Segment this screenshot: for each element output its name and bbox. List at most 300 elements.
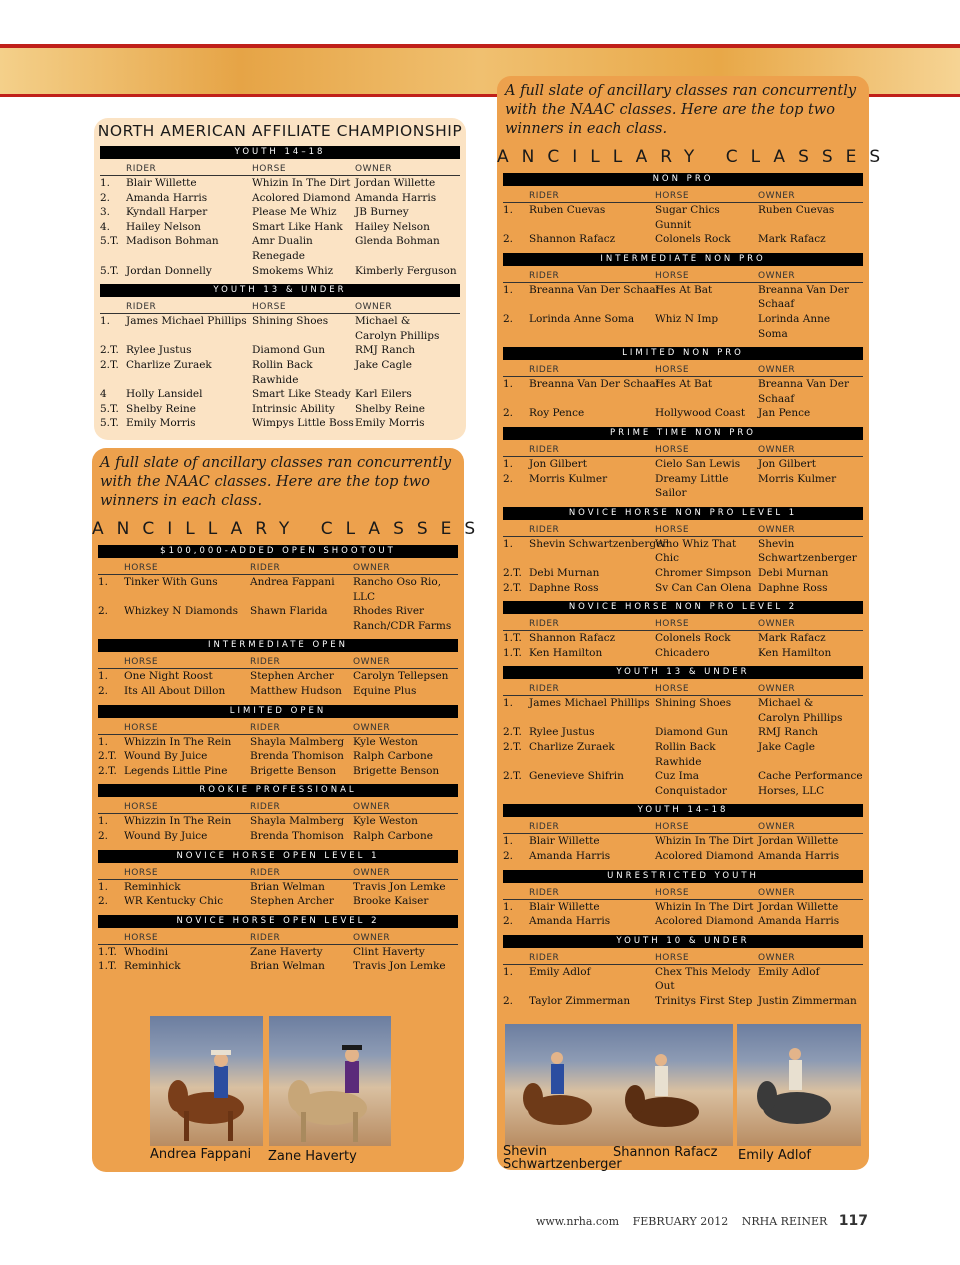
name-cell: Whizkey N Diamonds <box>124 605 239 618</box>
result-row <box>98 575 458 604</box>
name-cell: Shannon Rafacz <box>529 632 616 645</box>
column-header <box>503 191 529 202</box>
column-header <box>503 445 529 456</box>
result-row <box>100 343 460 358</box>
result-row <box>503 472 863 501</box>
column-header: OWNER <box>758 822 796 833</box>
section-label: YOUTH 13 & UNDER <box>503 666 863 679</box>
column-header: OWNER <box>758 270 796 281</box>
column-header: RIDER <box>250 657 281 668</box>
column-header: OWNER <box>758 191 796 201</box>
placing: 2. <box>98 895 109 908</box>
name-cell: Shining Shoes <box>252 315 329 328</box>
placing: 2. <box>503 233 514 246</box>
column-header: OWNER <box>353 867 391 878</box>
placing: 1. <box>503 697 514 710</box>
column-header <box>503 365 529 376</box>
name-cell: Colonels Rock <box>655 233 731 246</box>
result-row <box>503 566 863 581</box>
ancillary-right-results <box>497 173 869 1009</box>
column-headers <box>98 652 458 669</box>
name-cell: Dreamy Little Sailor <box>655 472 729 500</box>
section-label: UNRESTRICTED YOUTH <box>503 870 863 883</box>
section-label: NOVICE HORSE OPEN LEVEL 2 <box>98 915 458 928</box>
name-cell: Zane Haverty <box>250 945 323 958</box>
name-cell: Brian Welman <box>250 880 325 893</box>
name-cell: Brenda Thomison <box>250 750 344 763</box>
results-section <box>503 427 863 501</box>
owner-cell: Jake Cagle <box>355 358 412 371</box>
column-header: OWNER <box>758 887 796 898</box>
name-cell: Jordan Donnelly <box>126 264 212 277</box>
column-headers <box>503 679 863 696</box>
column-header: RIDER <box>529 524 560 535</box>
result-row <box>503 312 863 341</box>
column-header: RIDER <box>529 365 560 376</box>
result-row <box>98 829 458 844</box>
name-cell: Smart Like Hank <box>252 220 343 233</box>
owner-cell: Michael & Carolyn Phillips <box>758 697 843 724</box>
column-header: RIDER <box>529 619 560 630</box>
column-headers <box>503 817 863 834</box>
placing: 2. <box>503 995 514 1007</box>
name-cell: Shawn Flarida <box>250 605 328 618</box>
column-headers <box>503 360 863 377</box>
result-row <box>503 203 863 232</box>
placing: 1. <box>98 880 109 893</box>
owner-cell: Ruben Cuevas <box>758 204 835 216</box>
name-cell: Shelby Reine <box>126 402 196 415</box>
name-cell: Breanna Van Der Schaaf <box>529 283 660 296</box>
page-number: 117 <box>838 1213 868 1229</box>
name-cell: Who Whiz That Chic <box>655 537 737 565</box>
name-cell: Acolored Diamond <box>655 850 754 863</box>
placing: 1. <box>503 900 514 913</box>
result-row <box>503 834 863 849</box>
owner-cell: Rancho Oso Rio, LLC <box>353 576 442 603</box>
placing: 2.T. <box>100 358 119 371</box>
name-cell: Amanda Harris <box>529 850 611 863</box>
section-label: PRIME TIME NON PRO <box>503 427 863 440</box>
result-row <box>503 631 863 646</box>
owner-cell: Kimberly Ferguson <box>355 264 457 277</box>
owner-cell: Emily Morris <box>355 417 425 430</box>
name-cell: Cielo San Lewis <box>655 457 741 470</box>
column-header <box>503 684 529 695</box>
caption-emily-adlof: Emily Adlof <box>738 1148 811 1163</box>
caption-andrea-fappani: Andrea Fappani <box>150 1147 252 1162</box>
name-cell: Matthew Hudson <box>250 684 342 697</box>
horse-rider-icon <box>269 1016 391 1146</box>
column-header: HORSE <box>655 619 690 630</box>
placing: 2. <box>100 191 111 204</box>
placing: 3. <box>100 206 111 219</box>
page-footer <box>526 1213 868 1229</box>
placing: 1. <box>503 965 514 978</box>
results-section <box>503 601 863 660</box>
name-cell: Shining Shoes <box>655 697 732 710</box>
placing: 2.T. <box>503 726 522 739</box>
result-row <box>503 537 863 566</box>
column-headers <box>503 440 863 457</box>
placing: 2.T. <box>100 344 119 357</box>
result-row <box>503 740 863 769</box>
column-header: OWNER <box>758 619 796 630</box>
results-section <box>98 850 458 909</box>
column-header <box>503 619 529 630</box>
column-header: RIDER <box>529 952 560 963</box>
name-cell: Amanda Harris <box>126 191 208 204</box>
owner-cell: RMJ Ranch <box>758 726 819 739</box>
name-cell: Debi Murnan <box>529 566 600 579</box>
section-label: YOUTH 13 & UNDER <box>100 284 460 297</box>
column-header: OWNER <box>353 802 391 813</box>
column-header: HORSE <box>252 164 287 174</box>
owner-cell: Morris Kulmer <box>758 472 837 485</box>
footer-issue: FEBRUARY 2012 <box>632 1215 729 1228</box>
owner-cell: Emily Adlof <box>758 965 820 978</box>
name-cell: Wound By Juice <box>124 829 208 842</box>
section-label: INTERMEDIATE NON PRO <box>503 253 863 266</box>
result-row <box>98 959 458 974</box>
name-cell: Trinitys First Step <box>655 995 753 1007</box>
column-header <box>98 563 124 574</box>
column-header <box>98 933 124 944</box>
placing: 1. <box>503 204 514 216</box>
name-cell: Intrinsic Ability <box>252 402 335 415</box>
column-header: RIDER <box>529 270 560 281</box>
column-header <box>503 822 529 833</box>
column-header: OWNER <box>758 524 796 535</box>
column-headers <box>98 718 458 735</box>
name-cell: Brian Welman <box>250 960 325 973</box>
column-header: HORSE <box>655 365 690 376</box>
left-photo-strip <box>150 1016 391 1146</box>
caption-shannon-rafacz: Shannon Rafacz <box>613 1145 718 1160</box>
results-section <box>503 173 863 247</box>
name-cell: Whodini <box>124 945 169 958</box>
column-header: HORSE <box>124 867 159 878</box>
ancillary-left-results <box>92 545 464 974</box>
placing: 5.T. <box>100 235 119 248</box>
result-row <box>503 377 863 406</box>
column-header <box>503 888 529 899</box>
naac-results <box>94 146 466 431</box>
placing: 2. <box>503 407 514 420</box>
name-cell: Andrea Fappani <box>250 576 335 588</box>
name-cell: Rylee Justus <box>126 344 192 357</box>
ancillary-right-intro: A full slate of ancillary classes ran concurrently with the NAAC classes. Here are the top two winners in each class. <box>505 83 857 137</box>
owner-cell: Ralph Carbone <box>353 829 433 842</box>
name-cell: Blair Willette <box>126 177 197 189</box>
placing: 2. <box>503 312 514 325</box>
column-headers <box>100 297 460 314</box>
result-row <box>100 191 460 206</box>
column-header: HORSE <box>655 952 690 963</box>
placing: 4 <box>100 388 107 401</box>
photo-shevin-shannon <box>505 1024 733 1146</box>
owner-cell: Kyle Weston <box>353 815 418 828</box>
result-row <box>503 696 863 725</box>
placing: 2. <box>503 472 514 485</box>
caption-zane-haverty: Zane Haverty <box>268 1149 357 1164</box>
results-section <box>503 253 863 341</box>
name-cell: Tinker With Guns <box>124 576 218 588</box>
result-row <box>100 176 460 191</box>
placing: 1. <box>503 457 514 470</box>
name-cell: Reminhick <box>124 880 181 893</box>
owner-cell: Lorinda Anne Soma <box>758 312 831 340</box>
name-cell: Emily Morris <box>126 417 196 430</box>
column-headers <box>503 883 863 900</box>
name-cell: Rylee Justus <box>529 726 595 739</box>
section-label: ROOKIE PROFESSIONAL <box>98 784 458 797</box>
placing: 1.T. <box>98 945 117 958</box>
section-label: LIMITED OPEN <box>98 705 458 718</box>
owner-cell: Jordan Willette <box>355 177 436 189</box>
placing: 1. <box>503 537 514 550</box>
placing: 2.T. <box>98 750 117 763</box>
ancillary-right-panel <box>497 76 894 1170</box>
name-cell: Cuz Ima Conquistador <box>655 770 727 797</box>
section-label: YOUTH 14–18 <box>100 146 460 159</box>
name-cell: Chex This Melody Out <box>655 965 751 993</box>
placing: 2. <box>98 829 109 842</box>
result-row <box>98 945 458 960</box>
placing: 2. <box>98 684 109 697</box>
column-header: HORSE <box>124 657 159 668</box>
section-label: YOUTH 10 & UNDER <box>503 935 863 948</box>
result-row <box>503 406 863 421</box>
column-header: RIDER <box>126 302 157 313</box>
placing: 2.T. <box>503 741 522 754</box>
placing: 2. <box>503 915 514 928</box>
name-cell: Diamond Gun <box>252 344 326 357</box>
placing: 1. <box>100 315 111 328</box>
result-row <box>100 387 460 402</box>
name-cell: Diamond Gun <box>655 726 729 739</box>
placing: 5.T. <box>100 264 119 277</box>
owner-cell: Daphne Ross <box>758 581 828 594</box>
placing: 1. <box>503 283 514 296</box>
owner-cell: Brooke Kaiser <box>353 895 429 908</box>
footer-magazine: NRHA REINER <box>741 1215 828 1228</box>
photo-emily-adlof <box>737 1024 861 1146</box>
placing: 5.T. <box>100 417 119 430</box>
name-cell: Reminhick <box>124 960 181 973</box>
horse-rider-icon <box>737 1024 861 1146</box>
column-header: HORSE <box>655 684 690 695</box>
owner-cell: Jon Gilbert <box>758 457 816 470</box>
name-cell: Rollin Back Rawhide <box>655 741 716 768</box>
placing: 1. <box>100 177 111 189</box>
name-cell: Charlize Zuraek <box>529 741 615 754</box>
placing: 2.T. <box>503 581 522 594</box>
column-header <box>503 271 529 282</box>
footer-url: www.nrha.com <box>535 1215 620 1228</box>
column-header: RIDER <box>250 563 281 573</box>
placing: 5.T. <box>100 402 119 415</box>
placing: 1. <box>503 835 514 848</box>
column-header: OWNER <box>758 365 796 376</box>
placing: 2.T. <box>503 770 522 783</box>
placing: 1. <box>98 576 109 588</box>
column-header: HORSE <box>124 932 159 943</box>
banner-top-line <box>0 44 960 48</box>
name-cell: Charlize Zuraek <box>126 358 212 371</box>
name-cell: Hailey Nelson <box>126 220 201 233</box>
section-label: LIMITED NON PRO <box>503 347 863 360</box>
column-headers <box>98 863 458 880</box>
column-header: OWNER <box>353 722 391 733</box>
column-header: OWNER <box>758 444 796 455</box>
result-row <box>100 205 460 220</box>
column-headers <box>503 520 863 537</box>
column-headers <box>503 266 863 283</box>
photo-zane-haverty <box>269 1016 391 1146</box>
name-cell: Sv Can Can Olena <box>655 581 752 594</box>
column-header: OWNER <box>353 932 391 943</box>
result-row <box>503 965 863 994</box>
name-cell: Shannon Rafacz <box>529 233 616 246</box>
owner-cell: Amanda Harris <box>758 915 840 928</box>
column-headers <box>100 159 460 176</box>
name-cell: James Michael Phillips <box>126 315 247 328</box>
name-cell: Amanda Harris <box>529 915 611 928</box>
owner-cell: Michael & Carolyn Phillips <box>355 315 440 342</box>
results-section <box>98 639 458 698</box>
result-row <box>100 314 460 343</box>
column-header: OWNER <box>758 684 796 695</box>
result-row <box>503 994 863 1009</box>
owner-cell: Rhodes River Ranch/CDR Farms <box>353 605 452 632</box>
name-cell: Jon Gilbert <box>529 457 587 470</box>
section-label: NON PRO <box>503 173 863 186</box>
name-cell: Emily Adlof <box>529 965 591 978</box>
result-row <box>98 764 458 779</box>
name-cell: Blair Willette <box>529 900 600 913</box>
name-cell: James Michael Phillips <box>529 697 650 710</box>
ancillary-left-intro: A full slate of ancillary classes ran concurrently with the NAAC classes. Here are the top two winners in each class. <box>100 455 452 509</box>
result-row <box>98 814 458 829</box>
result-row <box>98 735 458 750</box>
column-header: HORSE <box>655 444 690 455</box>
name-cell: Whizin In The Dirt <box>655 835 754 848</box>
section-label: $100,000-ADDED OPEN SHOOTOUT <box>98 545 458 558</box>
result-row <box>98 749 458 764</box>
column-header: HORSE <box>655 524 690 535</box>
section-label: NOVICE HORSE NON PRO LEVEL 1 <box>503 507 863 520</box>
section-label: NOVICE HORSE OPEN LEVEL 1 <box>98 850 458 863</box>
column-headers <box>503 186 863 203</box>
owner-cell: Breanna Van Der Schaaf <box>758 378 849 405</box>
column-header: RIDER <box>529 684 560 695</box>
name-cell: Holly Lansidel <box>126 388 203 401</box>
results-section <box>503 870 863 929</box>
placing: 1. <box>98 735 109 748</box>
name-cell: WR Kentucky Chic <box>124 895 224 908</box>
placing: 1.T. <box>503 632 522 645</box>
name-cell: Sugar Chics Gunnit <box>655 204 720 231</box>
section-label: YOUTH 14–18 <box>503 804 863 817</box>
column-headers <box>98 928 458 945</box>
name-cell: Taylor Zimmerman <box>529 995 631 1007</box>
owner-cell: Shelby Reine <box>355 402 425 415</box>
naac-panel <box>94 118 466 440</box>
naac-title: NORTH AMERICAN AFFILIATE CHAMPIONSHIP <box>97 122 463 140</box>
result-row <box>503 232 863 247</box>
name-cell: Roy Pence <box>529 407 585 420</box>
owner-cell: JB Burney <box>355 206 409 219</box>
name-cell: Smart Like Steady <box>252 388 351 401</box>
name-cell: Wimpys Little Boss <box>252 417 354 430</box>
name-cell: Shayla Malmberg <box>250 735 345 748</box>
column-header <box>98 657 124 668</box>
column-headers <box>503 948 863 965</box>
placing: 2.T. <box>503 566 522 579</box>
result-row <box>100 358 460 387</box>
name-cell: Shayla Malmberg <box>250 815 345 828</box>
name-cell: Ruben Cuevas <box>529 204 606 216</box>
name-cell: Whizzin In The Rein <box>124 815 232 828</box>
column-header: HORSE <box>124 722 159 733</box>
result-row <box>98 880 458 895</box>
section-label: INTERMEDIATE OPEN <box>98 639 458 652</box>
column-header <box>98 723 124 734</box>
column-header <box>503 525 529 536</box>
result-row <box>98 894 458 909</box>
name-cell: Amr Dualin Renegade <box>252 235 313 262</box>
owner-cell: Karl Eilers <box>355 388 412 401</box>
name-cell: Lorinda Anne Soma <box>529 312 635 325</box>
results-section <box>503 935 863 1009</box>
result-row <box>503 900 863 915</box>
column-header: HORSE <box>655 887 690 898</box>
results-section <box>100 284 460 431</box>
owner-cell: Ken Hamilton <box>758 646 832 659</box>
name-cell: Colonels Rock <box>655 632 731 645</box>
right-photo-strip <box>505 1024 861 1146</box>
name-cell: Hollywood Coast <box>655 407 746 420</box>
name-cell: Chicadero <box>655 646 710 659</box>
results-section <box>503 666 863 798</box>
column-header: OWNER <box>758 952 796 963</box>
column-header: HORSE <box>252 302 287 313</box>
result-row <box>100 234 460 263</box>
placing: 2. <box>503 850 514 863</box>
result-row <box>503 457 863 472</box>
owner-cell: Justin Zimmerman <box>758 995 857 1007</box>
name-cell: Chromer Simpson <box>655 566 752 579</box>
name-cell: Stephen Archer <box>250 895 334 908</box>
name-cell: Please Me Whiz <box>252 206 337 219</box>
column-header: RIDER <box>250 867 281 878</box>
owner-cell: Shevin Schwartzenberger <box>758 537 857 565</box>
ancillary-right-title: ANCILLARY CLASSES <box>497 147 894 167</box>
result-row <box>503 914 863 929</box>
name-cell: Hes At Bat <box>655 283 713 296</box>
owner-cell: Carolyn Tellepsen <box>353 670 449 683</box>
result-row <box>503 769 863 798</box>
column-header: RIDER <box>529 887 560 898</box>
section-label: NOVICE HORSE NON PRO LEVEL 2 <box>503 601 863 614</box>
column-header <box>98 802 124 813</box>
placing: 1. <box>98 815 109 828</box>
owner-cell: Equine Plus <box>353 684 417 697</box>
results-section <box>503 507 863 595</box>
column-header: RIDER <box>529 444 560 455</box>
name-cell: Rollin Back Rawhide <box>252 358 313 386</box>
